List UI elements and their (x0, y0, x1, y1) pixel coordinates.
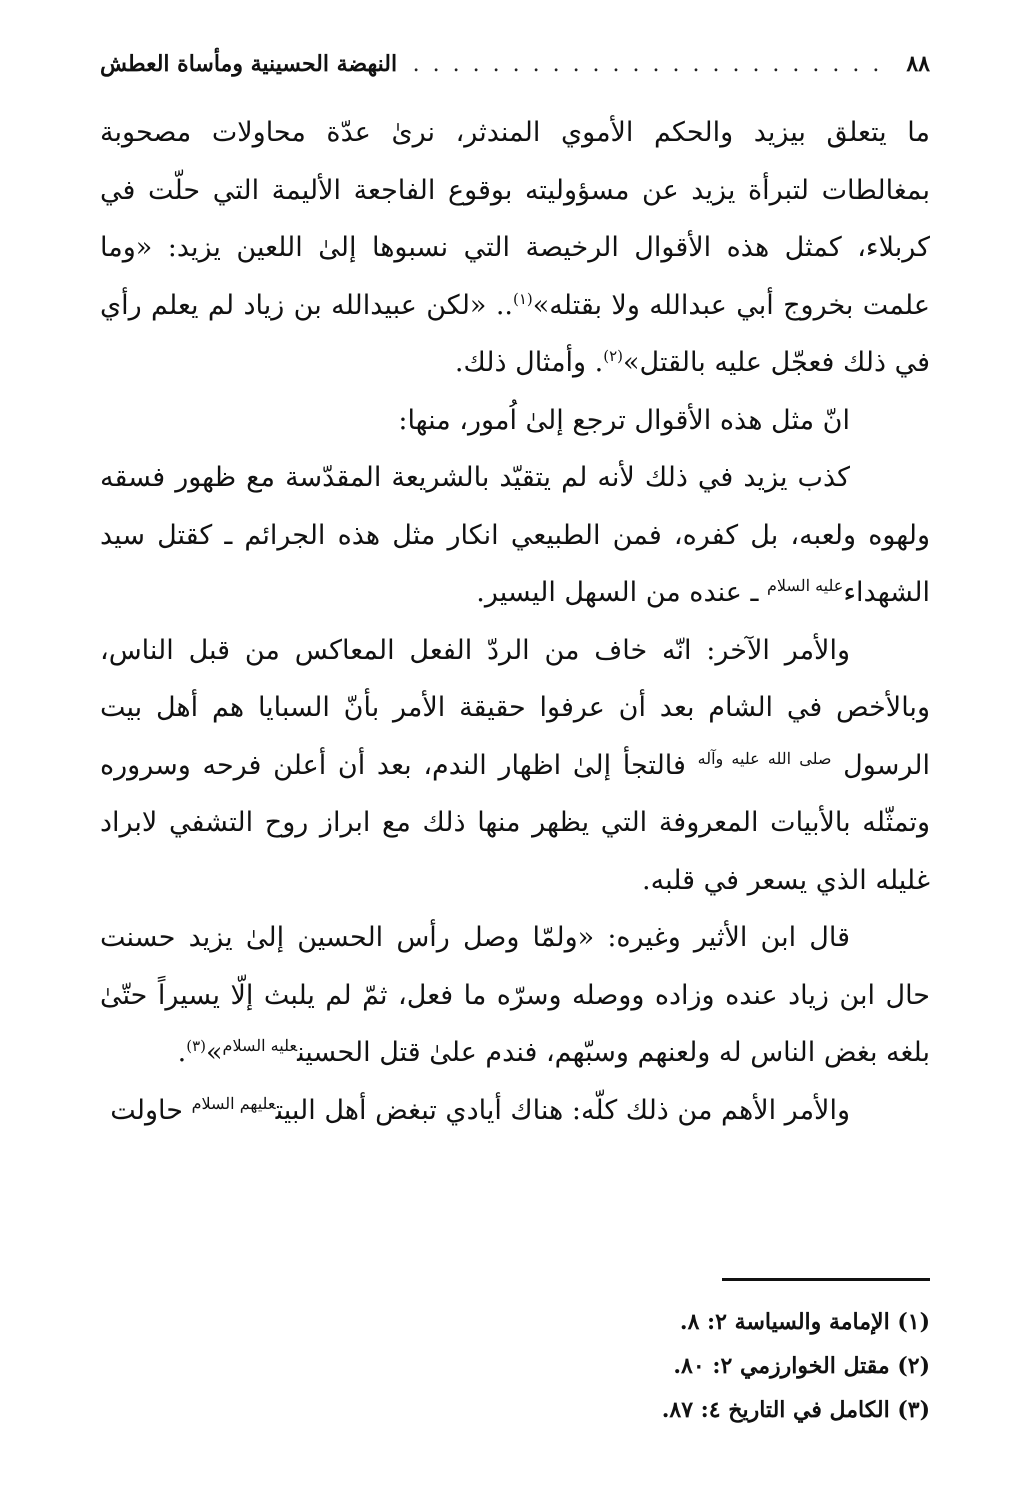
footnote-1: (١) الإمامة والسياسة ٢: ٨. (679, 1309, 930, 1335)
paragraph-text: » (206, 1037, 223, 1068)
running-title: النهضة الحسينية ومأساة العطش (100, 51, 398, 77)
footnote-3: (٣) الكامل في التاريخ ٤: ٨٧. (661, 1397, 930, 1423)
paragraph-text: . (177, 1037, 187, 1068)
footnote-ref-2: (٢) (603, 347, 624, 365)
paragraph-1 (100, 104, 930, 392)
paragraph-text: والأمر الآخر: انّه خاف من الردّ الفعل المعاكس من قبل الناس، وبالأخص في الشام بعد أن عرفوا حقيقة الأمر بأنّ السبايا هم أهل بيت الرسول (100, 634, 930, 781)
paragraph-text: ـ عنده من السهل اليسير. (476, 577, 767, 608)
paragraph-text: انّ مثل هذه الأقوال ترجع إلىٰ اُمور، منها: (398, 404, 850, 436)
paragraph-text: .. «لكن عبيدالله بن زياد لم يعلم رأي في ذلك فعجّل عليه بالقتل» (100, 289, 930, 378)
paragraph-text: حاولت (110, 1094, 192, 1126)
paragraph-6 (100, 1082, 930, 1140)
footnote-2: (٢) مقتل الخوارزمي ٢: ٨٠. (673, 1353, 930, 1379)
honorific-glyph: صلى الله عليه وآله (697, 748, 832, 768)
honorific-glyph: عليه السلام (766, 576, 844, 595)
main-text (100, 104, 930, 1139)
paragraph-text: فالتجأ إلىٰ اظهار الندم، بعد أن أعلن فرحه وسروره وتمثّله بالأبيات المعروفة التي يظهر منها ذلك مع ابراز روح التشفي لابراد غليله الذي يسعر في قلبه. (100, 749, 930, 896)
page-header (100, 44, 930, 84)
footnote-ref-1: (١) (513, 289, 533, 308)
footnotes (100, 1300, 930, 1432)
paragraph-3 (100, 449, 930, 622)
footnote-separator (722, 1278, 930, 1281)
page-number: ٨٨ (906, 51, 930, 77)
footnote-ref-3: (٣) (186, 1037, 206, 1055)
paragraph-text: قال ابن الأثير وغيره: «ولمّا وصل رأس الحسين إلىٰ يزيد حسنت حال ابن زياد عنده وزاده ووصله وسرّه ما فعل، ثمّ لم يلبث إلّا يسيراً حتّىٰ بلغه بغض الناس له ولعنهم وسبّهم، فندم علىٰ قتل الحسين (100, 922, 930, 1068)
paragraph-text: كذب يزيد في ذلك لأنه لم يتقيّد بالشريعة المقدّسة مع ظهور فسقه ولهوه ولعبه، بل كفره، فمن الطبيعي انكار مثل هذه الجرائم ـ كقتل سيد الشهداء (100, 462, 930, 608)
paragraph-4 (100, 622, 930, 910)
paragraph-text: والأمر الأهم من ذلك كلّه: هناك أيادي تبغض أهل البيت (275, 1094, 850, 1126)
paragraph-5 (100, 909, 930, 1082)
honorific-glyph: عليهم السلام (191, 1093, 276, 1113)
paragraph-2 (100, 392, 930, 450)
paragraph-text: . وأمثال ذلك. (454, 347, 604, 378)
honorific-glyph: عليه السلام (222, 1036, 298, 1055)
leader-dots (407, 52, 882, 77)
paragraph-text: ما يتعلق بيزيد والحكم الأموي المندثر، نرىٰ عدّة محاولات مصحوبة بمغالطات لتبرأة يزيد عن مسؤوليته بوقوع الفاجعة الأليمة التي حلّت في كربلاء، كمثل هذه الأقوال الرخيصة التي نسبوها إلىٰ اللعين يزيد: «وما علمت بخروج أبي عبدالله ولا بقتله» (100, 117, 930, 321)
